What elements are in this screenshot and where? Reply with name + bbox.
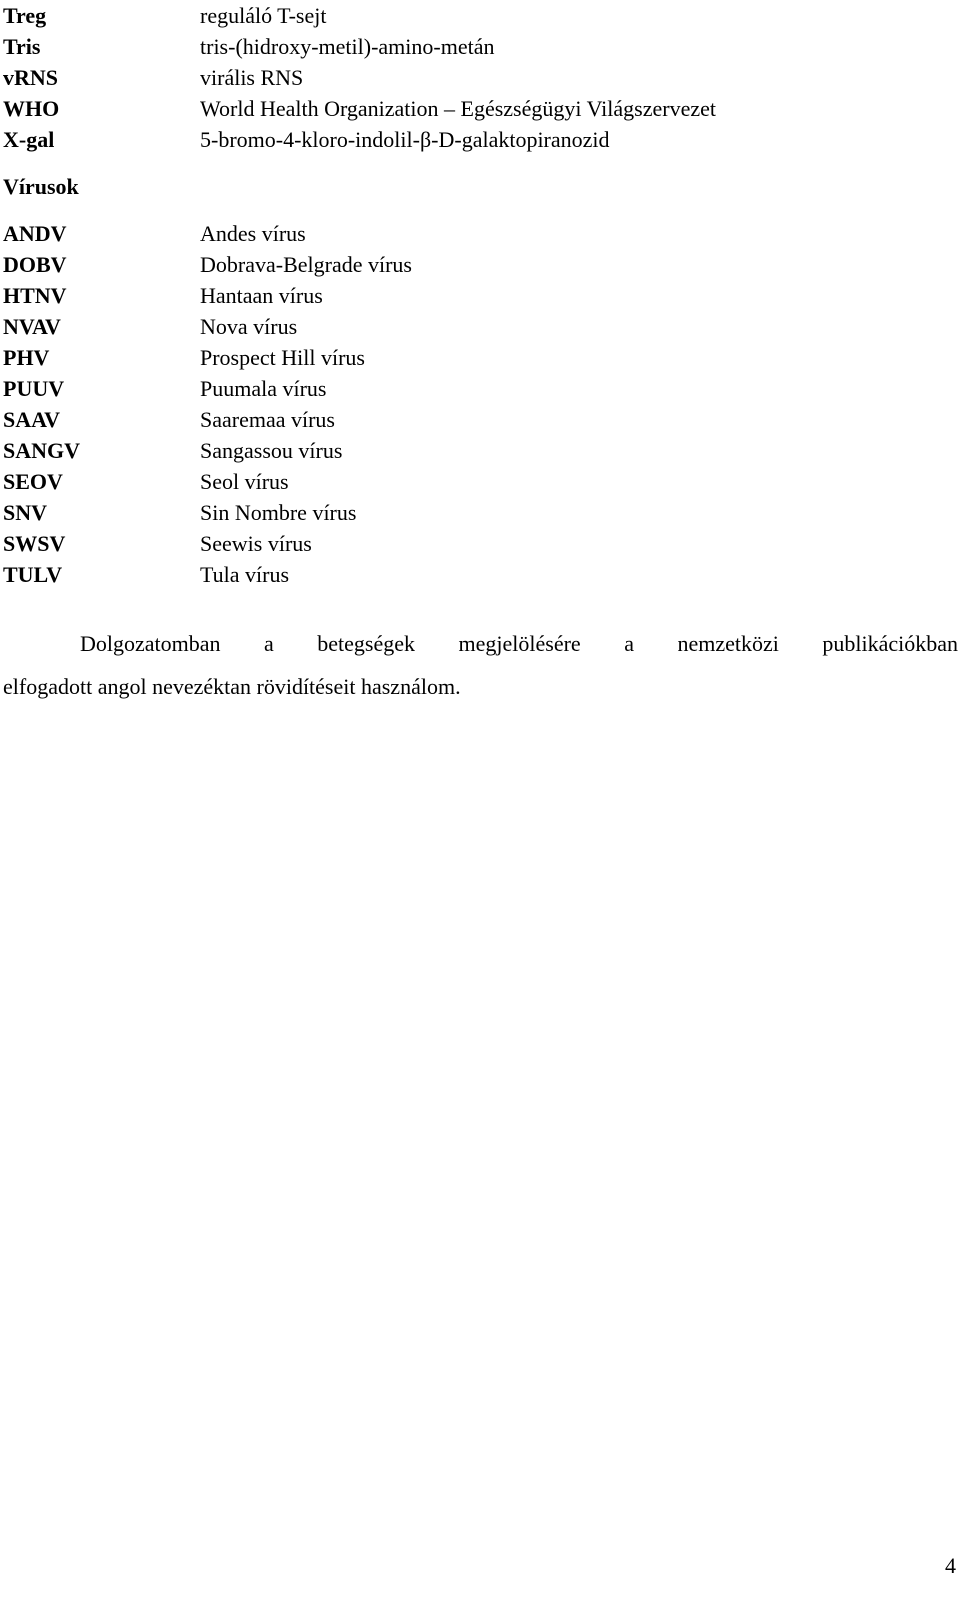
abbreviation-term: Tris [3, 34, 41, 59]
virus-abbreviation: NVAV [3, 314, 61, 339]
virus-name: Tula vírus [200, 562, 290, 587]
virus-abbreviation: HTNV [3, 283, 67, 308]
virus-abbreviation: ANDV [3, 221, 67, 246]
abbreviation-definition: World Health Organization – Egészségügyi Világszervezet [200, 96, 716, 121]
section-heading: Vírusok [3, 174, 79, 199]
abbreviation-definition: virális RNS [200, 65, 304, 90]
virus-abbreviation: SNV [3, 500, 48, 525]
abbreviation-term: vRNS [3, 65, 59, 90]
virus-abbreviation: DOBV [3, 252, 67, 277]
virus-name: Dobrava-Belgrade vírus [200, 252, 412, 277]
virus-abbreviation: PUUV [3, 376, 65, 401]
abbreviation-definition: reguláló T-sejt [200, 3, 327, 28]
virus-name: Sin Nombre vírus [200, 500, 357, 525]
virus-abbreviation: SAAV [3, 407, 61, 432]
paragraph-line-1: Dolgozatomban a betegségek megjelölésére a nemzetközi publikációkban [80, 631, 958, 656]
virus-abbreviation: PHV [3, 345, 50, 370]
abbreviation-term: WHO [3, 96, 60, 121]
virus-abbreviation: TULV [3, 562, 63, 587]
page-number: 4 [945, 1553, 956, 1578]
virus-name: Saaremaa vírus [200, 407, 335, 432]
virus-abbreviation: SEOV [3, 469, 63, 494]
virus-name: Prospect Hill vírus [200, 345, 365, 370]
virus-name: Puumala vírus [200, 376, 327, 401]
virus-name: Seol vírus [200, 469, 289, 494]
virus-name: Hantaan vírus [200, 283, 323, 308]
virus-name: Seewis vírus [200, 531, 312, 556]
virus-name: Sangassou vírus [200, 438, 343, 463]
abbreviation-definition: tris-(hidroxy-metil)-amino-metán [200, 34, 495, 59]
paragraph-line-2: elfogadott angol nevezéktan rövidítéseit használom. [3, 674, 461, 699]
virus-name: Nova vírus [200, 314, 298, 339]
abbreviation-term: Treg [3, 3, 47, 28]
abbreviation-definition: 5-bromo-4-kloro-indolil-β-D-galaktopiranozid [200, 127, 610, 152]
virus-name: Andes vírus [200, 221, 306, 246]
abbreviation-term: X-gal [3, 127, 55, 152]
virus-abbreviation: SANGV [3, 438, 81, 463]
virus-abbreviation: SWSV [3, 531, 66, 556]
